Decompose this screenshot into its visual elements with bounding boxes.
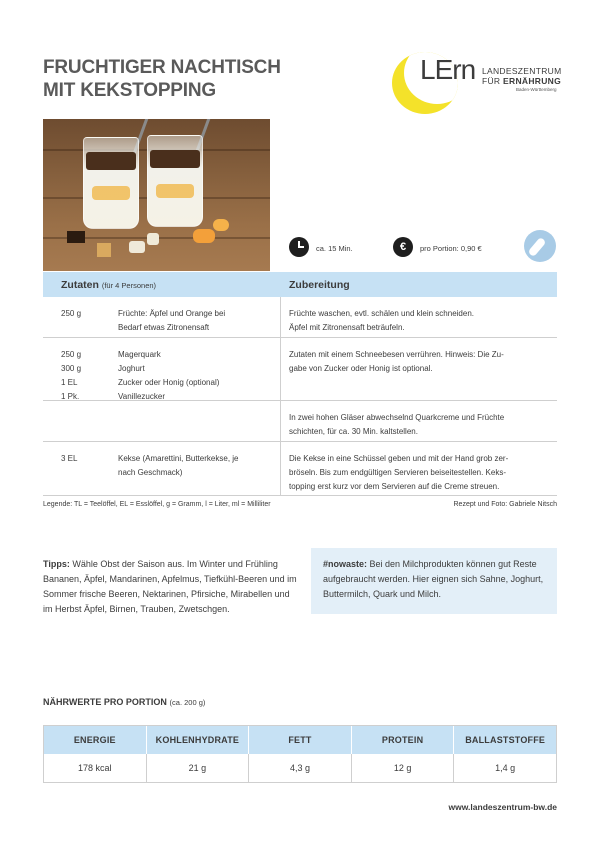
nutrition-header-fiber: BALLASTSTOFFE	[465, 735, 546, 745]
ingredient-name-line: nach Geschmack)	[118, 468, 183, 477]
nutrition-header-fat: FETT	[249, 726, 352, 754]
preparation-step-line: bröseln. Bis zum endgültigen Servieren beiseitestellen. Keks-	[289, 468, 507, 477]
preparation-step-line: In zwei hohen Gläser abwechselnd Quarkcreme und Früchte	[289, 413, 505, 422]
recipe-row	[43, 401, 557, 442]
ingredient-amount-line: 250 g	[61, 350, 82, 359]
nutrition-value-fiber: 1,4 g	[495, 763, 516, 773]
preparation-step-line: Die Kekse in eine Schüssel geben und mit der Hand grob zer-	[289, 454, 509, 463]
logo-mark: LErn	[420, 54, 476, 85]
nutrition-portion: (ca. 200 g)	[169, 698, 206, 707]
clock-icon	[289, 237, 309, 257]
preparation-step-line: topping erst kurz vor dem Servieren auf die Creme streuen.	[289, 482, 500, 491]
nowaste-label: #nowaste:	[323, 559, 368, 569]
nutrition-value-row	[44, 754, 556, 782]
recipe-table-header	[43, 272, 557, 297]
ingredient-amount-line: 1 Pk.	[61, 392, 80, 401]
lern-logo	[388, 52, 568, 114]
nutrition-header-energy: ENERGIE	[44, 726, 147, 754]
recipe-row	[43, 297, 557, 338]
steps-header: Zubereitung	[289, 279, 350, 291]
euro-icon	[393, 237, 413, 257]
ingredients-header: Zutaten (für 4 Personen)	[61, 279, 157, 291]
ingredient-name-line: Joghurt	[118, 364, 145, 373]
euro-symbol: €	[399, 241, 407, 253]
recipe-title	[43, 56, 343, 102]
logo-region: Baden-Württemberg	[516, 87, 557, 92]
ingredient-amount-line: 1 EL	[61, 378, 78, 387]
nutrition-header-protein: PROTEIN	[352, 726, 455, 754]
recipe-table	[43, 297, 557, 496]
ingredient-name	[118, 307, 276, 335]
title-line-2: MIT KEKSTOPPING	[43, 80, 216, 101]
logo-line-2	[482, 76, 561, 86]
price-per-portion: pro Portion: 0,90 €	[420, 244, 482, 253]
logo-wordmark	[482, 66, 561, 86]
title-line-1: FRUCHTIGER NACHTISCH	[43, 57, 281, 78]
nutrition-header-carbs: KOHLENHYDRATE	[147, 726, 250, 754]
logo-line-2-bold: ERNÄHRUNG	[503, 76, 561, 86]
preparation-step	[289, 411, 547, 439]
ingredient-amount	[61, 307, 116, 321]
ingredient-amount-line: 3 EL	[61, 454, 78, 463]
tips-box	[43, 557, 299, 617]
tips-label: Tipps:	[43, 559, 70, 569]
ingredient-name-line: Magerquark	[118, 350, 161, 359]
ingredient-amount	[61, 452, 116, 466]
recipe-photo	[43, 119, 270, 271]
preparation-step-line: gabe von Zucker oder Honig ist optional.	[289, 364, 433, 373]
ingredient-name	[118, 348, 276, 404]
recipe-row	[43, 442, 557, 496]
logo-line-2-prefix: FÜR	[482, 76, 504, 86]
tips-text: Wähle Obst der Saison aus. Im Winter und Frühling Bananen, Äpfel, Mandarinen, Apfelmus, Tiefkühl-Beeren und im Sommer frische Beeren, Nektarinen, Pfirsiche, Mirabellen und im Herbst Äpfel, Birnen, Trauben, Zwetschgen.	[43, 559, 297, 614]
logo-line-1: LANDESZENTRUM	[482, 66, 562, 76]
ingredient-name-line: Vanillezucker	[118, 392, 165, 401]
preparation-step	[289, 452, 547, 494]
nutrition-header-row	[44, 726, 556, 754]
nutrition-value-protein: 12 g	[352, 754, 455, 782]
nowaste-box	[311, 548, 557, 614]
photo-credit: Rezept und Foto: Gabriele Nitsch	[453, 501, 557, 508]
preparation-step-line: Äpfel mit Zitronensaft beträufeln.	[289, 323, 405, 332]
nutrition-value-fat: 4,3 g	[249, 754, 352, 782]
carrot-icon	[524, 230, 556, 262]
nutrition-table	[43, 725, 557, 783]
legend: Legende: TL = Teelöffel, EL = Esslöffel, g = Gramm, l = Liter, ml = Milliliter	[43, 501, 271, 508]
ingredient-amount-line: 250 g	[61, 309, 82, 318]
preparation-step-line: Früchte waschen, evtl. schälen und klein schneiden.	[289, 309, 474, 318]
recipe-row	[43, 338, 557, 401]
preparation-step-line: Zutaten mit einem Schneebesen verrühren. Hinweis: Die Zu-	[289, 350, 504, 359]
ingredient-name-line: Kekse (Amarettini, Butterkekse, je	[118, 454, 239, 463]
ingredient-name-line: Bedarf etwas Zitronensaft	[118, 323, 210, 332]
nowaste-text: Bei den Milchprodukten können gut Reste aufgebraucht werden. Hier eignen sich Sahne, Joghurt, Buttermilch, Quark und Milch.	[323, 559, 544, 599]
nutrition-title: NÄHRWERTE PRO PORTION (ca. 200 g)	[43, 697, 206, 707]
ingredient-name-line: Zucker oder Honig (optional)	[118, 378, 220, 387]
ingredient-name-line: Früchte: Äpfel und Orange bei	[118, 309, 226, 318]
ingredient-name	[118, 452, 276, 480]
ingredients-servings: (für 4 Personen)	[101, 281, 157, 290]
website-link[interactable]: www.landeszentrum-bw.de	[448, 802, 557, 812]
preparation-step	[289, 348, 547, 376]
ingredient-amount	[61, 348, 116, 404]
ingredient-amount-line: 300 g	[61, 364, 82, 373]
preparation-step-line: schichten, für ca. 30 Min. kaltstellen.	[289, 427, 418, 436]
nutrition-value-energy: 178 kcal	[44, 754, 147, 782]
preparation-step	[289, 307, 547, 335]
prep-time: ca. 15 Min.	[316, 244, 353, 253]
nutrition-value-carbs: 21 g	[147, 754, 250, 782]
